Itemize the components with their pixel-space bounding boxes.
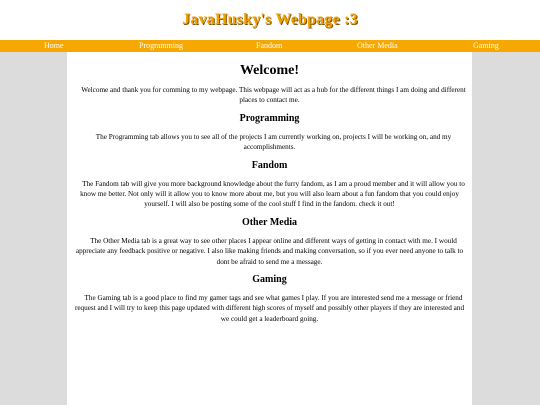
nav-item-programming[interactable]: Programming (139, 41, 183, 50)
fandom-text: The Fandom tab will give you more background knowledge about the furry fandom, as I am a proud member and it will allow you to know me better. Not only will it allow you to know more about me, but you will also learn about a fun fandom that you could enjoy yourself. I will also be posting some of the cool stuff I find in the fandom. check it out! (80, 179, 465, 209)
programming-heading: Programming (239, 112, 300, 124)
site-title: JavaHusky's Webpage :3 (182, 11, 358, 28)
welcome-title: Welcome! (239, 63, 300, 78)
other-media-heading: Other Media (241, 216, 298, 228)
nav-item-home[interactable]: Home (44, 41, 64, 50)
nav-item-fandom[interactable]: Fandom (256, 41, 283, 50)
other-media-text: The Other Media tab is a great way to see other places I appear online and different ways of getting in contact with me. I would appreciate any feedback positive or negative. I also like making friends and making conversation, so if you ever need anyone to talk to dont be afraid to send me a message. (75, 236, 464, 266)
nav-bar (0, 40, 540, 52)
gaming-text: The Gaming tab is a good place to find my gamer tags and see what games I play. If you are interested send me a message or friend request and I will try to keep this page updated with different high scores of myself and possibly other players if they are interested and we could get a leaderboard going. (74, 294, 465, 323)
welcome-text: Welcome and thank you for comming to my webpage. This webpage will act as a hub for the different things I am doing and different places to contact me. (81, 86, 466, 105)
content-panel (67, 52, 472, 405)
fandom-heading: Fandom (251, 159, 288, 171)
page-body (0, 52, 540, 405)
nav-item-other-media[interactable]: Other Media (357, 41, 398, 50)
gaming-heading: Gaming (252, 274, 287, 286)
site-header (0, 0, 540, 40)
programming-text: The Programming tab allows you to see all of the projects I am currently working on, projects I will be working on, and my accomplishments. (95, 132, 452, 152)
nav-item-gaming[interactable]: Gaming (473, 41, 499, 50)
